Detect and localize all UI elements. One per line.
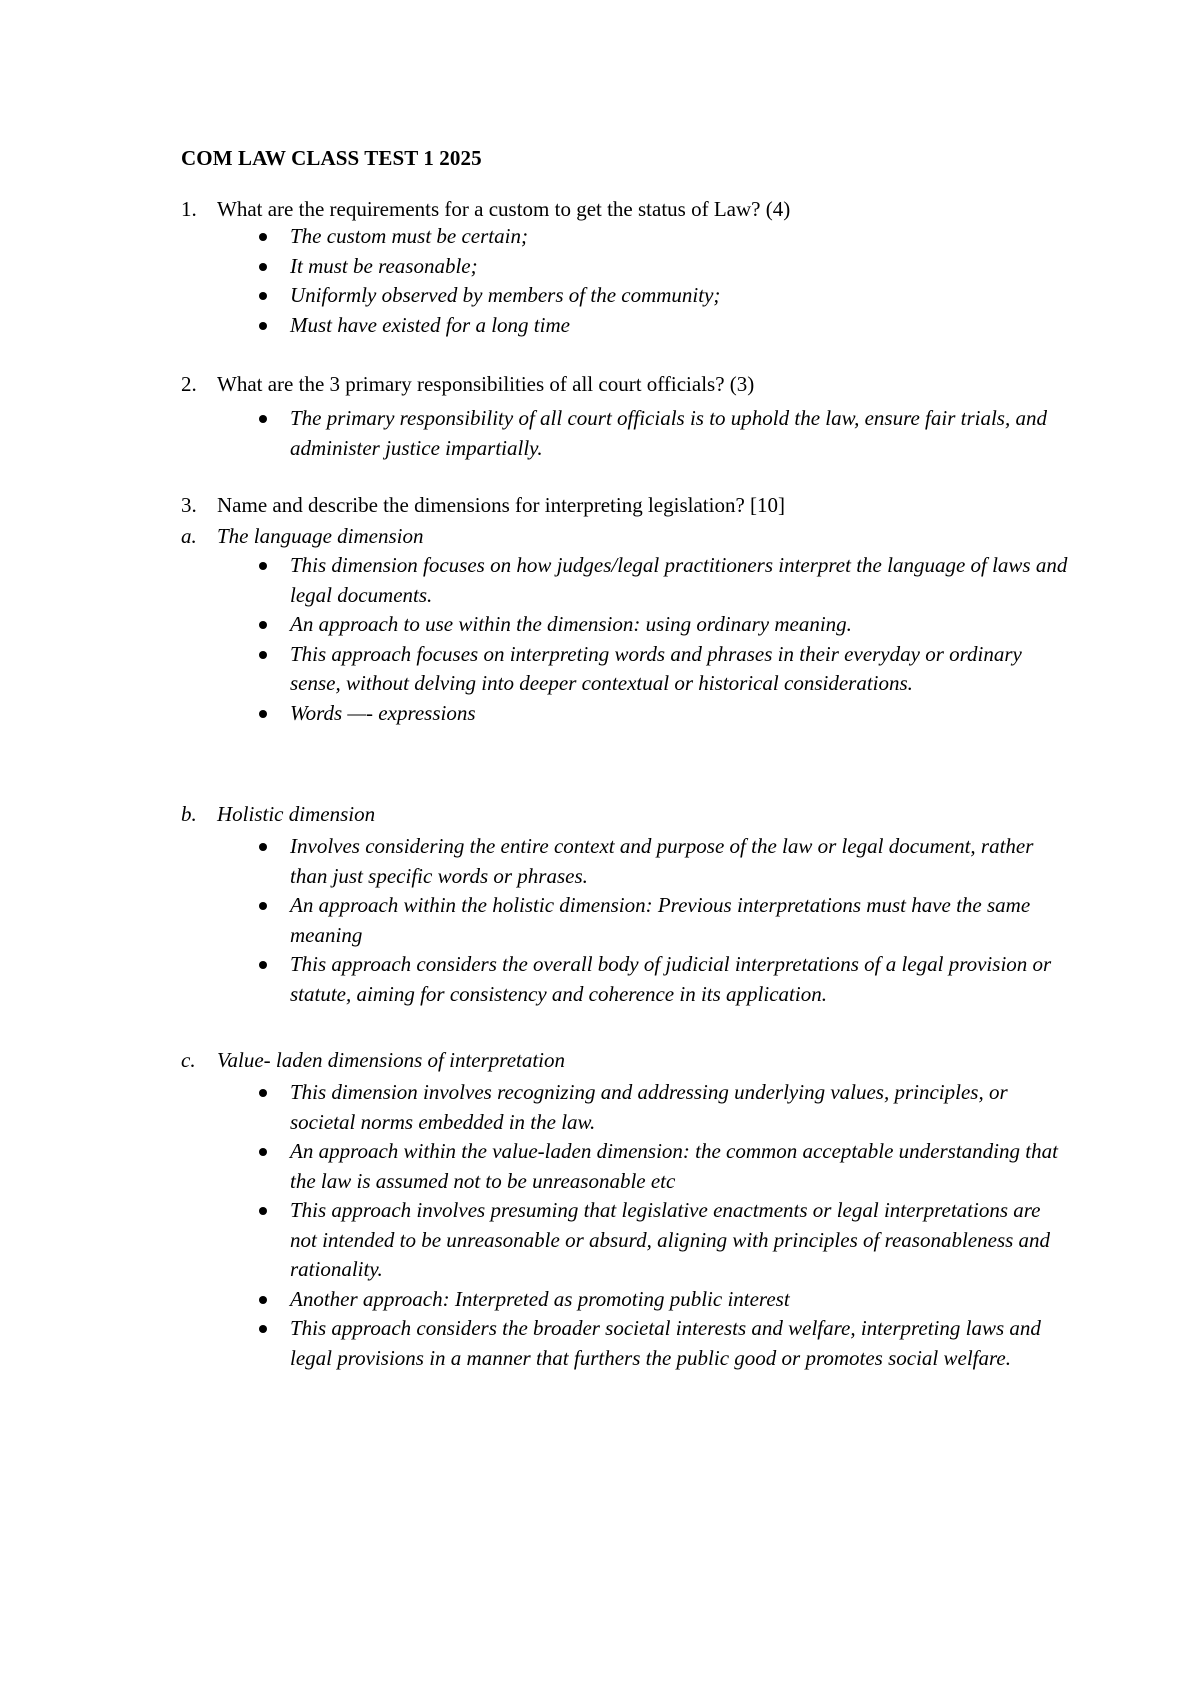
list-item: Involves considering the entire context and purpose of the law or legal document, rather than just specific words or phrases. [290, 832, 1070, 891]
question-3 [181, 490, 1081, 520]
list-item: Uniformly observed by members of the community; [290, 281, 1070, 311]
list-item: This approach involves presuming that legislative enactments or legal interpretations are not intended to be unreasonable or absurd, aligning with principles of reasonableness and rationality. [290, 1196, 1070, 1285]
list-item: This dimension focuses on how judges/legal practitioners interpret the language of laws and legal documents. [290, 551, 1070, 610]
list-item: An approach within the holistic dimension: Previous interpretations must have the same meaning [290, 891, 1070, 950]
question-number: 3. [181, 493, 197, 517]
list-item: It must be reasonable; [290, 252, 1070, 282]
list-item: The custom must be certain; [290, 222, 1070, 252]
question-2 [181, 369, 1081, 399]
question-1 [181, 194, 1081, 224]
question-text: Name and describe the dimensions for interpreting legislation? [10] [217, 493, 785, 517]
subsection-label: a. [181, 524, 197, 548]
subsection-label: b. [181, 802, 197, 826]
list-item: An approach to use within the dimension: using ordinary meaning. [290, 610, 1070, 640]
list-item: Another approach: Interpreted as promoting public interest [290, 1285, 1070, 1315]
list-item: This approach considers the broader societal interests and welfare, interpreting laws and legal provisions in a manner that furthers the public good or promotes social welfare. [290, 1314, 1070, 1373]
question-text: What are the 3 primary responsibilities of all court officials? (3) [217, 372, 755, 396]
subsection-b-bullets [290, 832, 1070, 1009]
question-number: 2. [181, 372, 197, 396]
subsection-label: c. [181, 1048, 196, 1072]
subsection-title: Value- laden dimensions of interpretation [217, 1048, 566, 1072]
list-item: The primary responsibility of all court officials is to uphold the law, ensure fair trials, and administer justice impartially. [290, 404, 1070, 463]
subsection-a-bullets [290, 551, 1070, 728]
subsection-b-heading [181, 799, 1081, 829]
list-item: An approach within the value-laden dimension: the common acceptable understanding that the law is assumed not to be unreasonable etc [290, 1137, 1070, 1196]
question-text: What are the requirements for a custom to get the status of Law? (4) [217, 197, 791, 221]
subsection-c-bullets [290, 1078, 1070, 1373]
question-2-answers [290, 404, 1070, 463]
list-item: Words —- expressions [290, 699, 1070, 729]
subsection-title: Holistic dimension [217, 802, 376, 826]
question-number: 1. [181, 197, 197, 221]
document-title: COM LAW CLASS TEST 1 2025 [181, 146, 482, 170]
subsection-c-heading [181, 1045, 1081, 1075]
list-item: This dimension involves recognizing and addressing underlying values, principles, or societal norms embedded in the law. [290, 1078, 1070, 1137]
subsection-title: The language dimension [217, 524, 424, 548]
list-item: This approach focuses on interpreting words and phrases in their everyday or ordinary sense, without delving into deeper contextual or historical considerations. [290, 640, 1070, 699]
subsection-a-heading [181, 521, 1081, 551]
question-1-answers [290, 222, 1070, 340]
list-item: Must have existed for a long time [290, 311, 1070, 341]
list-item: This approach considers the overall body of judicial interpretations of a legal provision or statute, aiming for consistency and coherence in its application. [290, 950, 1070, 1009]
